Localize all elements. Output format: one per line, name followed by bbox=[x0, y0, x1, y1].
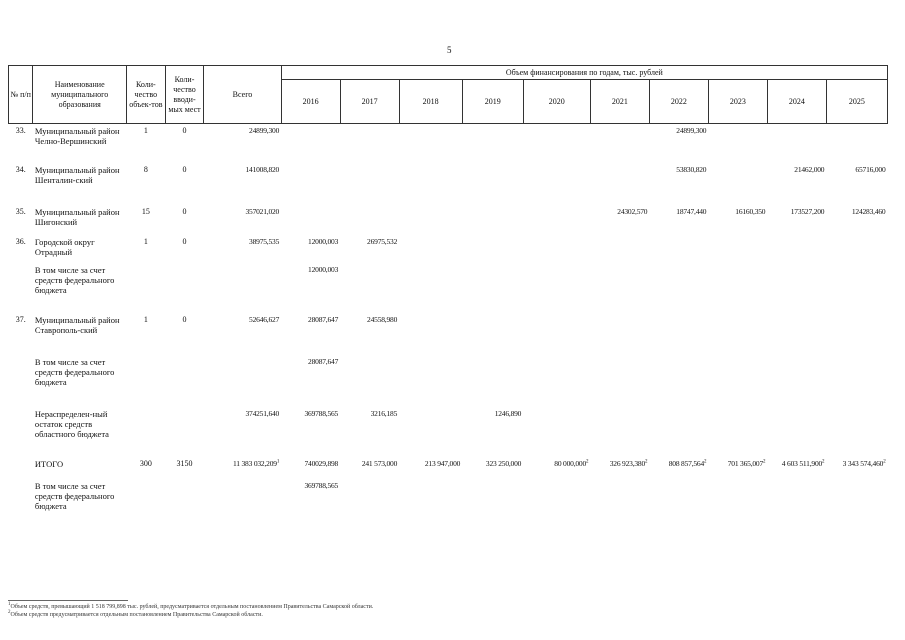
row-year-value bbox=[281, 164, 340, 206]
row-year-value bbox=[826, 236, 887, 264]
row-total bbox=[204, 458, 281, 480]
row-total-value: 52646,627 bbox=[249, 314, 280, 324]
row-name: Муниципальный район Челно-Вершинский bbox=[34, 126, 120, 146]
header-year: 2017 bbox=[340, 80, 399, 124]
row-year-value bbox=[767, 458, 826, 480]
row-year-value bbox=[767, 124, 826, 164]
row-year-value bbox=[826, 164, 887, 206]
row-year-value bbox=[281, 480, 340, 528]
footnote-marker: 2 bbox=[883, 459, 886, 464]
row-year-value bbox=[708, 408, 767, 458]
row-total bbox=[204, 264, 281, 314]
year-value: 28087,647 bbox=[308, 356, 339, 366]
year-value: 3 343 574,460 bbox=[842, 458, 884, 468]
header-year: 2019 bbox=[462, 80, 523, 124]
year-value: 24899,300 bbox=[676, 126, 707, 135]
row-year-value bbox=[340, 408, 399, 458]
row-objects: 15 bbox=[141, 206, 150, 216]
header-year: 2020 bbox=[523, 80, 590, 124]
row-year-value bbox=[399, 164, 462, 206]
row-year-value bbox=[649, 314, 708, 356]
row-number: 35. bbox=[15, 206, 26, 216]
row-year-value bbox=[340, 314, 399, 356]
year-value: 701 365,007 bbox=[727, 458, 764, 468]
row-year-value bbox=[340, 124, 399, 164]
row-year-value bbox=[340, 480, 399, 528]
row-year-value bbox=[590, 314, 649, 356]
year-value: 124283,460 bbox=[851, 206, 886, 216]
row-year-value bbox=[523, 164, 590, 206]
row-year-value bbox=[708, 164, 767, 206]
row-year-value bbox=[281, 124, 340, 164]
year-value: 28087,647 bbox=[308, 314, 339, 324]
row-year-value bbox=[523, 206, 590, 236]
row-year-value bbox=[826, 480, 887, 528]
row-year-value bbox=[462, 314, 523, 356]
year-value: 65716,000 bbox=[855, 164, 886, 174]
table-row bbox=[9, 264, 888, 314]
table-row bbox=[9, 314, 888, 356]
row-year-value bbox=[523, 314, 590, 356]
row-total bbox=[204, 206, 281, 236]
row-year-value bbox=[590, 480, 649, 528]
row-total bbox=[204, 124, 281, 164]
row-places: 0 bbox=[182, 236, 187, 246]
row-year-value bbox=[340, 206, 399, 236]
year-value: 3216,185 bbox=[370, 408, 398, 418]
row-year-value bbox=[649, 164, 708, 206]
row-year-value bbox=[767, 264, 826, 314]
row-year-value bbox=[649, 480, 708, 528]
row-year-value bbox=[649, 458, 708, 480]
row-year-value bbox=[826, 264, 887, 314]
table-row bbox=[9, 458, 888, 480]
row-year-value bbox=[523, 458, 590, 480]
row-year-value bbox=[340, 164, 399, 206]
row-year-value bbox=[649, 356, 708, 408]
row-year-value bbox=[708, 356, 767, 408]
table-row bbox=[9, 236, 888, 264]
year-value: 4 603 511,900 bbox=[781, 458, 823, 468]
financing-table bbox=[8, 65, 888, 528]
row-year-value bbox=[826, 314, 887, 356]
row-year-value bbox=[767, 356, 826, 408]
year-value: 21462,000 bbox=[794, 164, 825, 174]
row-year-value bbox=[523, 480, 590, 528]
row-number bbox=[9, 480, 33, 528]
row-year-value bbox=[399, 480, 462, 528]
row-total bbox=[204, 408, 281, 458]
row-total-value: 357021,020 bbox=[245, 206, 280, 216]
row-year-value bbox=[281, 408, 340, 458]
row-year-value bbox=[649, 408, 708, 458]
page-number: 5 bbox=[447, 45, 452, 55]
row-year-value bbox=[399, 124, 462, 164]
row-name: Муниципальный район Шигонский bbox=[34, 206, 120, 227]
row-total-value: 38975,535 bbox=[249, 236, 280, 246]
row-objects bbox=[127, 480, 166, 528]
row-year-value bbox=[767, 236, 826, 264]
row-objects bbox=[127, 264, 166, 314]
row-name: Муниципальный район Шенталин-ский bbox=[34, 164, 120, 185]
year-value: 1246,890 bbox=[494, 408, 522, 418]
header-year: 2021 bbox=[590, 80, 649, 124]
row-year-value bbox=[281, 264, 340, 314]
table-row bbox=[9, 124, 888, 164]
footnote-marker: 2 bbox=[586, 459, 589, 464]
row-year-value bbox=[767, 480, 826, 528]
row-year-value bbox=[399, 458, 462, 480]
row-year-value bbox=[708, 458, 767, 480]
header-total: Всего bbox=[204, 66, 281, 124]
row-total bbox=[204, 164, 281, 206]
row-year-value bbox=[462, 206, 523, 236]
row-year-value bbox=[399, 314, 462, 356]
row-year-value bbox=[708, 124, 767, 164]
row-name: В том числе за счет средств федерального бюджета bbox=[34, 480, 115, 511]
header-year: 2025 bbox=[826, 80, 887, 124]
year-value: 326 923,380 bbox=[609, 458, 646, 468]
row-year-value bbox=[462, 480, 523, 528]
row-places bbox=[165, 356, 204, 408]
footnote-1: $^1$Объем средств, превышающий 1 518 799,898 тыс. рублей, предусматривается отдельным постановлением Правительства Самарской области. bbox=[8, 602, 374, 610]
row-year-value bbox=[523, 356, 590, 408]
row-objects: 1 bbox=[143, 236, 148, 246]
row-name: Нераспределен-ный остаток средств областного бюджета bbox=[34, 408, 109, 439]
year-value: 26975,532 bbox=[367, 236, 398, 246]
row-objects bbox=[127, 408, 166, 458]
row-year-value bbox=[340, 356, 399, 408]
row-name: Муниципальный район Ставрополь-ский bbox=[34, 314, 120, 335]
row-number: 33. bbox=[15, 126, 26, 135]
row-year-value bbox=[523, 264, 590, 314]
year-value: 53830,820 bbox=[676, 164, 707, 174]
year-value: 213 947,000 bbox=[424, 458, 461, 468]
row-year-value bbox=[281, 458, 340, 480]
header-year: 2018 bbox=[399, 80, 462, 124]
row-places: 0 bbox=[182, 126, 187, 135]
row-year-value bbox=[590, 206, 649, 236]
year-value: 740029,898 bbox=[304, 458, 339, 468]
row-year-value bbox=[826, 124, 887, 164]
header-financing: Объем финансирования по годам, тыс. рублей bbox=[281, 66, 887, 80]
header-year: 2022 bbox=[649, 80, 708, 124]
footnote-marker: 1 bbox=[276, 459, 280, 464]
row-year-value bbox=[590, 264, 649, 314]
header-year: 2024 bbox=[767, 80, 826, 124]
table-row bbox=[9, 164, 888, 206]
row-year-value bbox=[523, 124, 590, 164]
row-places bbox=[165, 264, 204, 314]
row-year-value bbox=[399, 236, 462, 264]
header-year: 2023 bbox=[708, 80, 767, 124]
row-year-value bbox=[826, 206, 887, 236]
year-value: 24558,980 bbox=[367, 314, 398, 324]
year-value: 24302,570 bbox=[617, 206, 648, 216]
row-number bbox=[9, 458, 33, 480]
footnote-separator bbox=[8, 600, 128, 601]
row-year-value bbox=[708, 314, 767, 356]
row-year-value bbox=[590, 458, 649, 480]
row-year-value bbox=[708, 206, 767, 236]
header-name: Наименование муниципального образования bbox=[33, 66, 127, 124]
row-year-value bbox=[708, 236, 767, 264]
row-objects: 8 bbox=[143, 164, 148, 174]
row-year-value bbox=[826, 458, 887, 480]
row-objects: 1 bbox=[143, 126, 148, 135]
footnote-2: $^2$Объем средств предусматривается отдельным постановлением Правительства Самарской области. bbox=[8, 610, 263, 618]
row-number bbox=[9, 264, 33, 314]
row-number: 36. bbox=[15, 236, 26, 246]
row-places: 0 bbox=[182, 206, 187, 216]
row-total-value: 24899,300 bbox=[249, 126, 280, 135]
row-year-value bbox=[462, 356, 523, 408]
row-year-value bbox=[767, 314, 826, 356]
row-year-value bbox=[462, 164, 523, 206]
row-name: Городской округ Отрадный bbox=[34, 236, 95, 257]
row-year-value bbox=[281, 314, 340, 356]
row-year-value bbox=[590, 164, 649, 206]
header-year: 2016 bbox=[281, 80, 340, 124]
row-year-value bbox=[590, 408, 649, 458]
row-year-value bbox=[462, 236, 523, 264]
row-total-value: 11 383 032,209 bbox=[233, 458, 277, 468]
row-total bbox=[204, 480, 281, 528]
row-number bbox=[9, 356, 33, 408]
row-year-value bbox=[590, 124, 649, 164]
footnote-marker: 2 bbox=[822, 459, 825, 464]
row-name: ИТОГО bbox=[34, 458, 64, 469]
row-year-value bbox=[523, 408, 590, 458]
row-places: 3150 bbox=[176, 458, 193, 468]
row-year-value bbox=[399, 264, 462, 314]
row-total bbox=[204, 314, 281, 356]
year-value: 80 000,000 bbox=[554, 458, 587, 468]
row-objects: 300 bbox=[139, 458, 152, 468]
year-value: 369788,565 bbox=[304, 408, 339, 418]
row-year-value bbox=[399, 206, 462, 236]
row-year-value bbox=[590, 236, 649, 264]
row-year-value bbox=[399, 356, 462, 408]
row-places bbox=[165, 408, 204, 458]
row-year-value bbox=[281, 236, 340, 264]
row-year-value bbox=[281, 356, 340, 408]
year-value: 12000,003 bbox=[308, 264, 339, 274]
row-year-value bbox=[399, 408, 462, 458]
table-row bbox=[9, 408, 888, 458]
row-objects bbox=[127, 356, 166, 408]
row-year-value bbox=[523, 236, 590, 264]
row-year-value bbox=[767, 164, 826, 206]
row-year-value bbox=[590, 356, 649, 408]
row-total-value: 141008,820 bbox=[245, 164, 280, 174]
year-value: 241 573,000 bbox=[361, 458, 398, 468]
year-value: 16160,350 bbox=[735, 206, 766, 216]
row-objects: 1 bbox=[143, 314, 148, 324]
row-name: В том числе за счет средств федерального бюджета bbox=[34, 264, 115, 295]
row-year-value bbox=[767, 408, 826, 458]
row-year-value bbox=[462, 408, 523, 458]
row-year-value bbox=[649, 236, 708, 264]
row-number: 34. bbox=[15, 164, 26, 174]
row-year-value bbox=[462, 264, 523, 314]
row-year-value bbox=[462, 458, 523, 480]
year-value: 18747,440 bbox=[676, 206, 707, 216]
row-year-value bbox=[767, 206, 826, 236]
row-year-value bbox=[649, 124, 708, 164]
header-places: Коли-чество вводи-мых мест bbox=[165, 66, 204, 124]
row-number bbox=[9, 408, 33, 458]
row-total bbox=[204, 236, 281, 264]
row-year-value bbox=[340, 458, 399, 480]
row-year-value bbox=[340, 264, 399, 314]
table-row bbox=[9, 356, 888, 408]
row-year-value bbox=[826, 408, 887, 458]
row-year-value bbox=[462, 124, 523, 164]
year-value: 173527,200 bbox=[790, 206, 825, 216]
year-value: 369788,565 bbox=[304, 480, 339, 490]
row-places: 0 bbox=[182, 164, 187, 174]
footnotes bbox=[8, 600, 888, 619]
row-name: В том числе за счет средств федерального бюджета bbox=[34, 356, 115, 387]
row-total bbox=[204, 356, 281, 408]
footnote-marker: 2 bbox=[645, 459, 648, 464]
year-value: 12000,003 bbox=[308, 236, 339, 246]
row-year-value bbox=[708, 480, 767, 528]
row-places bbox=[165, 480, 204, 528]
footnote-marker: 2 bbox=[763, 459, 766, 464]
row-number: 37. bbox=[15, 314, 26, 324]
row-year-value bbox=[649, 264, 708, 314]
row-total-value: 374251,640 bbox=[245, 408, 280, 418]
row-year-value bbox=[340, 236, 399, 264]
row-places: 0 bbox=[182, 314, 187, 324]
row-year-value bbox=[281, 206, 340, 236]
year-value: 323 250,000 bbox=[485, 458, 522, 468]
year-value: 808 857,564 bbox=[668, 458, 705, 468]
table-row bbox=[9, 206, 888, 236]
header-objects: Коли-чество объек-тов bbox=[127, 66, 166, 124]
row-year-value bbox=[649, 206, 708, 236]
header-num: № п/п bbox=[9, 66, 33, 124]
footnote-marker: 2 bbox=[704, 459, 707, 464]
table-row bbox=[9, 480, 888, 528]
row-year-value bbox=[826, 356, 887, 408]
row-year-value bbox=[708, 264, 767, 314]
